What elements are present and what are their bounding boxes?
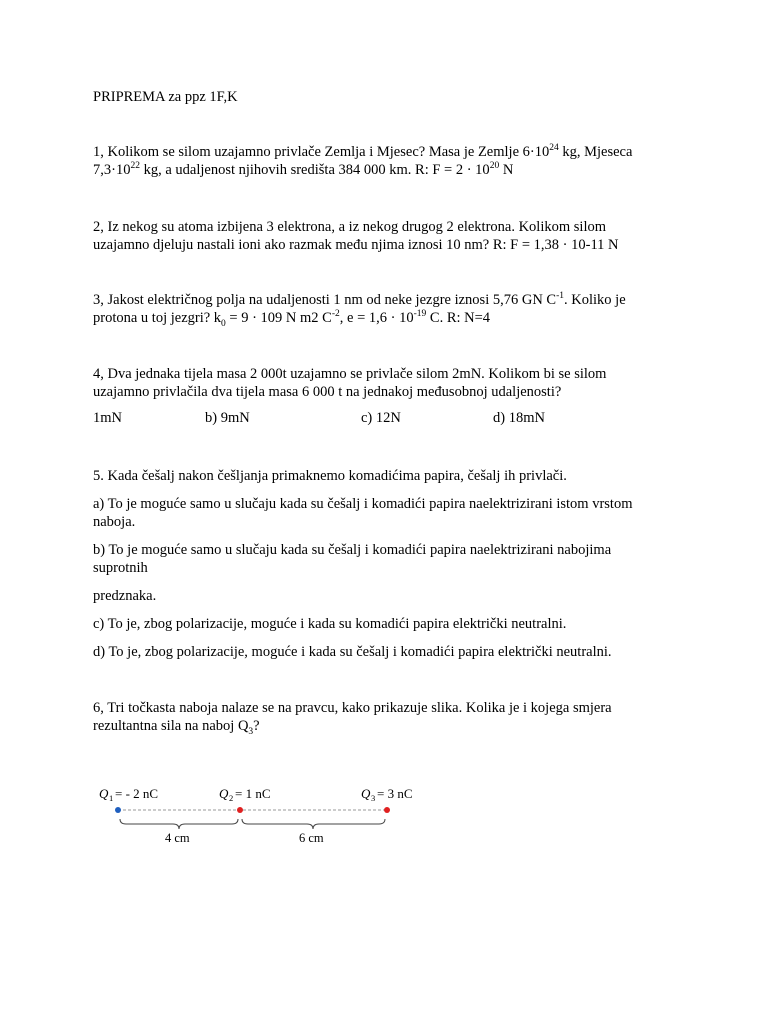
q3-text-d: = 9 · 109 N m2 C	[225, 310, 332, 326]
q3-text-b: . Koliko je	[564, 292, 626, 308]
q1-exp-c: 22	[130, 161, 140, 172]
question-5-option-b-line-3: predznaka.	[93, 588, 157, 604]
document-title	[93, 88, 693, 106]
question-2-line-2: uzajamno djeluju nastali ioni ako razmak među njima iznosi 10 nm? R: F = 1,38 · 10-11 N	[93, 237, 619, 253]
q1-text-e: N	[499, 162, 514, 178]
q1-exp-d: 20	[489, 161, 500, 172]
q6-text-a: rezultantna sila na naboj Q	[93, 718, 249, 734]
question-5-option-a-line-1: a) To je moguće samo u slučaju kada su češalj i komadići papira naelektrizirani istom vrstom	[93, 496, 633, 512]
question-1-line-1	[93, 143, 693, 161]
option-c: c) 12N	[361, 410, 401, 426]
option-b: b) 9mN	[205, 410, 250, 426]
question-4-line-2: uzajamno privlačila dva tijela masa 6 000 t na jednakoj međusobnoj udaljenosti?	[93, 384, 562, 400]
question-5-option-b-line-2: suprotnih	[93, 560, 148, 576]
question-4-line-1: 4, Dva jednaka tijela masa 2 000t uzajamno se privlače silom 2mN. Kolikom bi se silom	[93, 366, 607, 382]
q6-sub: 3	[248, 726, 254, 737]
q1-text-d: kg, a udaljenost njihovih središta 384 000 km. R: F = 2 · 10	[139, 162, 490, 178]
q2-label: Q	[219, 786, 229, 801]
q1-text-c: 7,3·10	[93, 162, 131, 178]
q3-label-sub: 3	[371, 793, 376, 803]
q3-text-f: C. R: N=4	[426, 310, 491, 326]
q2-label-sub: 2	[229, 793, 234, 803]
brace-4cm	[120, 819, 238, 829]
question-5-option-b-line-1: b) To je moguće samo u slučaju kada su češalj i komadići papira naelektrizirani nabojima	[93, 542, 612, 558]
option-d: d) 18mN	[493, 410, 545, 426]
distance-6cm: 6 cm	[299, 831, 324, 845]
question-3-line-1	[93, 291, 693, 309]
charges-diagram	[93, 782, 433, 852]
distance-4cm: 4 cm	[165, 831, 190, 845]
charge-q1-dot	[115, 807, 121, 813]
q3-exp-d: -2	[331, 309, 340, 320]
title-text: PRIPREMA za ppz 1F,K	[93, 89, 238, 105]
question-5-option-d: d) To je, zbog polarizacije, moguće i kada su češalj i komadići papira električki neutralni.	[93, 644, 612, 660]
q3-text-c: protona u toj jezgri? k	[93, 310, 222, 326]
charge-q3-dot	[384, 807, 390, 813]
question-2-line-1: 2, Iz nekog su atoma izbijena 3 elektrona, a iz nekog drugog 2 elektrona. Kolikom silom	[93, 219, 607, 235]
q6-text-b: ?	[253, 718, 260, 734]
q3-text-e: , e = 1,6 · 10	[339, 310, 414, 326]
q3-exp-a: -1	[556, 291, 565, 302]
q3-text-a: 3, Jakost električnog polja na udaljenosti 1 nm od neke jezgre iznosi 5,76 GN C	[93, 292, 557, 308]
q1-label-sub: 1	[109, 793, 114, 803]
q3-exp-e: -19	[413, 309, 427, 320]
question-6-line-1: 6, Tri točkasta naboja nalaze se na pravcu, kako prikazuje slika. Kolika je i kojega smjera	[93, 700, 612, 716]
question-5-text: 5. Kada češalj nakon češljanja primaknemo komadićima papira, češalj ih privlači.	[93, 468, 567, 484]
question-5-option-a-line-2: naboja.	[93, 514, 136, 530]
question-4-options	[93, 410, 693, 428]
q1-text-a: 1, Kolikom se silom uzajamno privlače Zemlja i Mjesec? Masa je Zemlje 6·10	[93, 144, 550, 160]
q1-exp-a: 24	[549, 143, 559, 154]
q2-value: = 1 nC	[235, 786, 271, 801]
brace-6cm	[242, 819, 385, 829]
q1-text-b: kg, Mjeseca	[558, 144, 633, 160]
question-1-line-2	[93, 161, 693, 179]
q1-value: = - 2 nC	[115, 786, 159, 801]
q3-value: = 3 nC	[377, 786, 413, 801]
q1-label: Q	[99, 786, 109, 801]
q3-sub-c: 0	[221, 318, 226, 329]
question-6-line-2	[93, 717, 693, 735]
question-5-option-c: c) To je, zbog polarizacije, moguće i kada su komadići papira električki neutralni.	[93, 616, 567, 632]
q3-label: Q	[361, 786, 371, 801]
charge-q2-dot	[237, 807, 243, 813]
question-3-line-2	[93, 309, 693, 327]
option-a: 1mN	[93, 410, 122, 426]
